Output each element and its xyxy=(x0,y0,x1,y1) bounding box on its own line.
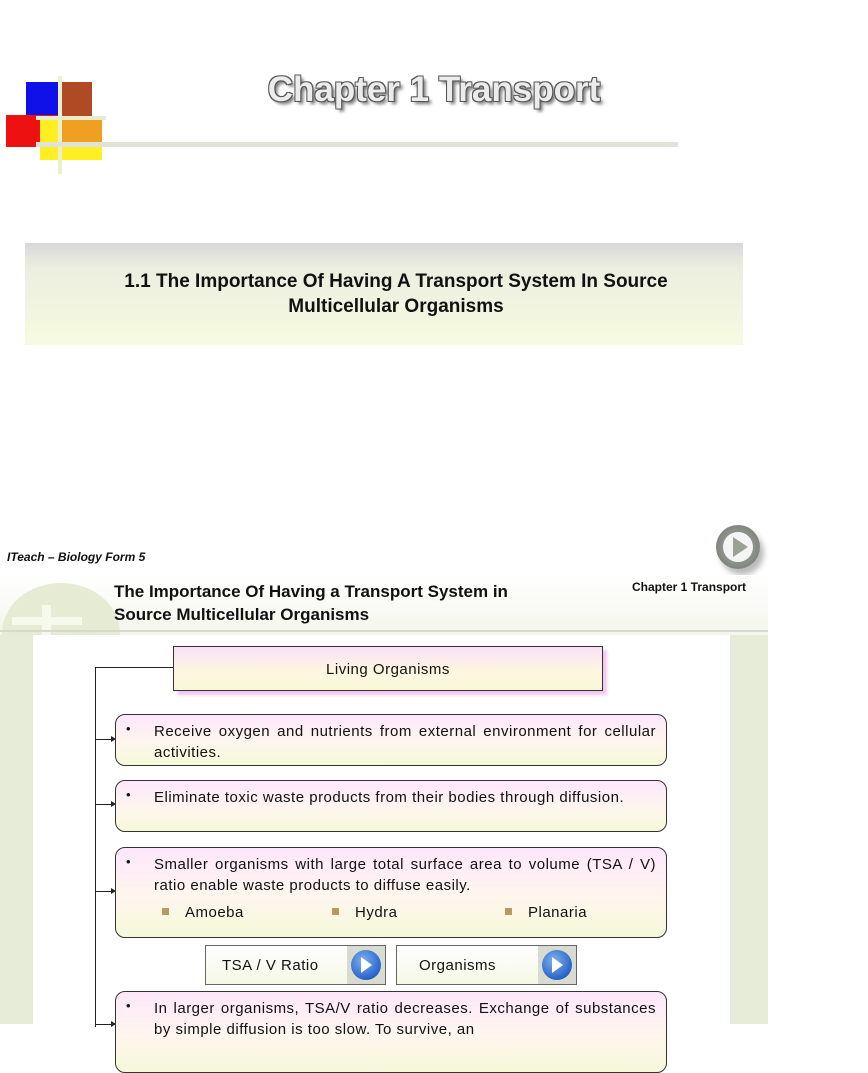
subtitle-box xyxy=(25,243,743,345)
play-icon xyxy=(733,537,748,557)
tsa-ratio-label: TSA / V Ratio xyxy=(222,957,319,974)
slide-2-title-line-2: Source Multicellular Organisms xyxy=(114,605,370,624)
bullet-marker: • xyxy=(126,854,132,869)
organism-name: Planaria xyxy=(528,904,588,921)
orange-square xyxy=(60,120,102,142)
organisms-play-button[interactable] xyxy=(538,946,576,984)
decor-short-line xyxy=(36,116,106,120)
organism-name: Hydra xyxy=(355,904,398,921)
title-underline xyxy=(36,142,678,147)
organisms-button[interactable] xyxy=(396,945,577,985)
bullet-marker: • xyxy=(126,787,132,802)
bullet-text-1: Receive oxygen and nutrients from external environment for cellular activities. xyxy=(154,723,656,761)
organisms-label: Organisms xyxy=(419,957,497,974)
slide-2-title-line-1: The Importance Of Having a Transport System in xyxy=(114,582,508,601)
slide-2 xyxy=(0,575,768,1038)
arrow-icon xyxy=(96,739,114,740)
bullet-box-4 xyxy=(115,991,667,1073)
organism-name: Amoeba xyxy=(185,904,244,921)
footer-label: ITeach – Biology Form 5 xyxy=(7,550,146,564)
living-organisms-label: Living Organisms xyxy=(326,661,450,678)
slide-2-title xyxy=(114,580,508,626)
arrow-icon xyxy=(96,1024,114,1025)
bullet-box-1 xyxy=(115,714,667,766)
right-band xyxy=(730,635,768,1024)
bullet-text-3: Smaller organisms with large total surface area to volume (TSA / V) ratio enable waste products to diffuse easily. xyxy=(154,856,656,894)
connector-line xyxy=(95,667,173,668)
bullet-marker: • xyxy=(126,998,132,1013)
left-band xyxy=(0,635,33,1024)
subtitle-text xyxy=(25,269,767,319)
bullet-text-4: In larger organisms, TSA/V ratio decreases. Exchange of substances by simple diffusion is too slow. To survive, an xyxy=(154,1000,656,1038)
tsa-ratio-button[interactable] xyxy=(205,945,386,985)
play-icon xyxy=(361,957,372,973)
organism-item xyxy=(332,904,398,921)
bullet-marker: • xyxy=(126,721,132,736)
square-bullet-icon xyxy=(162,908,169,915)
organism-item xyxy=(505,904,587,921)
arrow-icon xyxy=(96,804,114,805)
square-bullet-icon xyxy=(332,908,339,915)
decor-cross-horizontal xyxy=(12,617,82,625)
bullet-box-2 xyxy=(115,780,667,832)
slide-title: Chapter 1 Transport xyxy=(267,70,601,109)
arrow-icon xyxy=(96,891,114,892)
next-slide-button[interactable] xyxy=(716,525,760,569)
tsa-ratio-play-button[interactable] xyxy=(347,946,385,984)
bullet-text-2: Eliminate toxic waste products from their bodies through diffusion. xyxy=(154,789,625,806)
organism-item xyxy=(162,904,244,921)
living-organisms-box xyxy=(173,646,603,691)
connector-trunk xyxy=(95,667,96,1027)
subtitle-line-1: 1.1 The Importance Of Having A Transport System In Source xyxy=(124,271,668,292)
header-rule xyxy=(0,630,768,632)
subtitle-line-2: Multicellular Organisms xyxy=(288,296,504,317)
play-icon xyxy=(552,957,563,973)
square-bullet-icon xyxy=(505,908,512,915)
chapter-label: Chapter 1 Transport xyxy=(632,580,747,594)
bullet-box-3 xyxy=(115,847,667,938)
slide-1 xyxy=(0,0,768,545)
